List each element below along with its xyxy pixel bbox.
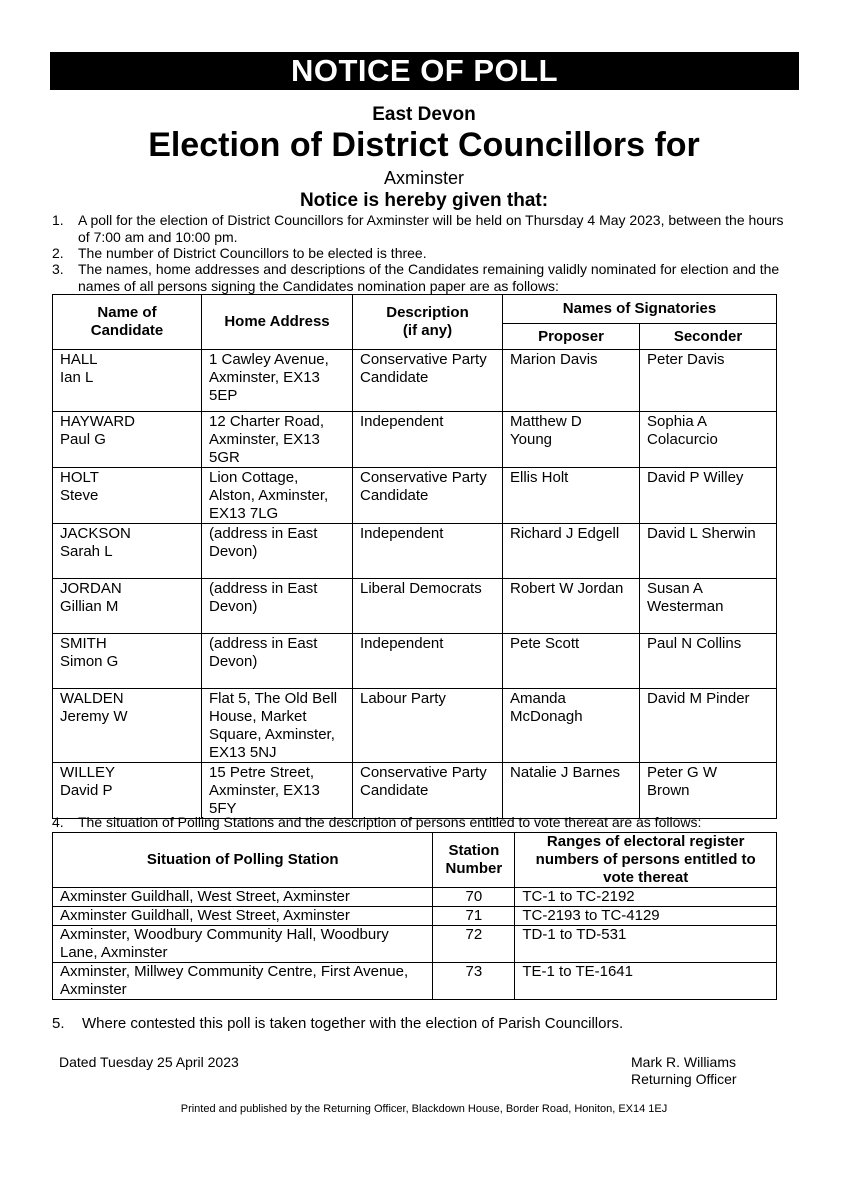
candidate-row (53, 634, 777, 689)
candidate-proposer-line: Matthew D (510, 413, 582, 430)
candidate-proposer-line: Ellis Holt (510, 469, 569, 486)
candidate-address-line: EX13 5NJ (209, 744, 277, 761)
polling-station-number: 72 (433, 926, 515, 963)
candidate-seconder-line: David P Willey (647, 469, 744, 486)
polling-station-situation (53, 888, 433, 907)
header-station-number: Station Number (433, 833, 515, 888)
candidate-name-line: Steve (60, 487, 99, 504)
candidate-name-line: Paul G (60, 431, 106, 448)
candidate-proposer-line: Amanda (510, 690, 566, 707)
header-home-address: Home Address (202, 295, 353, 350)
header-name-of-candidate: Name of Candidate (53, 295, 202, 350)
candidate-name-line: JORDAN (60, 580, 122, 597)
candidate-address-line: Axminster, EX13 (209, 369, 320, 386)
candidate-address-cell (202, 412, 353, 468)
candidate-seconder-cell (640, 350, 777, 412)
clause-2 (52, 245, 812, 262)
candidate-seconder-line: Paul N Collins (647, 635, 742, 652)
candidate-row (53, 524, 777, 579)
candidate-proposer-line: McDonagh (510, 708, 583, 725)
polling-station-number: 71 (433, 907, 515, 926)
polling-station-range: TD-1 to TD-531 (515, 926, 777, 963)
polling-station-row (53, 926, 777, 963)
candidates-table (52, 294, 777, 819)
candidate-name-cell (53, 634, 202, 689)
candidate-proposer-line: Young (510, 431, 552, 448)
candidate-proposer-cell (503, 412, 640, 468)
candidate-seconder-cell (640, 634, 777, 689)
candidate-seconder-cell (640, 412, 777, 468)
header-ranges: Ranges of electoral register numbers of persons entitled to vote thereat (515, 833, 777, 888)
candidate-name-line: Sarah L (60, 543, 113, 560)
candidate-seconder-cell (640, 468, 777, 524)
candidate-proposer-cell (503, 524, 640, 579)
situation-line: Lane, Axminster (60, 944, 168, 961)
candidate-name-cell (53, 468, 202, 524)
candidate-description-line: Conservative Party (360, 469, 487, 486)
candidate-description-line: Independent (360, 635, 444, 652)
header-description: Description (if any) (353, 295, 503, 350)
candidate-address-line: 5EP (209, 387, 238, 404)
situation-line: Axminster Guildhall, West Street, Axminster (60, 907, 350, 924)
notice-banner: NOTICE OF POLL (50, 52, 799, 90)
polling-station-situation (53, 963, 433, 1000)
header-situation-of-polling-station: Situation of Polling Station (53, 833, 433, 888)
candidate-address-line: Lion Cottage, (209, 469, 299, 486)
candidate-description-cell (353, 350, 503, 412)
clause-text: Where contested this poll is taken together with the election of Parish Councillors. (82, 1015, 624, 1032)
candidate-name-line: David P (60, 782, 113, 799)
candidate-proposer-cell (503, 468, 640, 524)
candidate-description-cell (353, 634, 503, 689)
situation-line: Axminster (60, 981, 127, 998)
candidate-description-line: Candidate (360, 487, 429, 504)
candidate-address-line: Flat 5, The Old Bell (209, 690, 338, 707)
clause-number: 2. (52, 245, 64, 261)
candidate-description-cell (353, 524, 503, 579)
candidate-seconder-cell (640, 763, 777, 819)
clause-text: names of all persons signing the Candidates nomination paper are as follows: (78, 277, 559, 294)
candidate-proposer-line: Pete Scott (510, 635, 580, 652)
candidate-address-line: 1 Cawley Avenue, (209, 351, 329, 368)
candidate-address-line: Devon) (209, 598, 258, 615)
polling-station-range: TE-1 to TE-1641 (515, 963, 777, 1000)
candidate-description-line: Independent (360, 413, 444, 430)
candidate-description-line: Conservative Party (360, 351, 487, 368)
candidate-address-line: (address in East (209, 580, 318, 597)
candidate-address-line: 15 Petre Street, (209, 764, 315, 781)
candidate-name-line: Ian L (60, 369, 94, 386)
candidate-proposer-cell (503, 689, 640, 763)
candidate-seconder-line: David L Sherwin (647, 525, 756, 542)
ward-name: Axminster (383, 168, 464, 188)
candidate-proposer-cell (503, 763, 640, 819)
clause-number: 5. (52, 1015, 65, 1032)
dated-line: Dated Tuesday 25 April 2023 (59, 1054, 239, 1070)
candidate-name-line: JACKSON (60, 525, 131, 542)
polling-stations-body (53, 888, 777, 1000)
candidate-address-line: 5GR (209, 449, 240, 466)
candidate-name-cell (53, 763, 202, 819)
candidate-description-cell (353, 689, 503, 763)
candidate-address-line: Devon) (209, 543, 258, 560)
candidate-seconder-line: Sophia A (647, 413, 708, 430)
signatory-name: Mark R. Williams (631, 1054, 736, 1070)
imprint: Printed and published by the Returning Officer, Blackdown House, Border Road, Honiton, EX14 1EJ (180, 1103, 668, 1115)
candidate-row (53, 579, 777, 634)
candidate-description-line: Liberal Democrats (360, 580, 482, 597)
candidate-row (53, 468, 777, 524)
clause-3 (52, 261, 812, 295)
polling-station-row (53, 963, 777, 1000)
candidate-description-cell (353, 579, 503, 634)
candidate-address-cell (202, 689, 353, 763)
candidate-seconder-line: Brown (647, 782, 690, 799)
candidate-seconder-line: Peter Davis (647, 351, 725, 368)
candidate-description-line: Candidate (360, 369, 429, 386)
candidate-address-cell (202, 468, 353, 524)
polling-station-range: TC-2193 to TC-4129 (515, 907, 777, 926)
candidate-name-line: WILLEY (60, 764, 116, 781)
candidate-seconder-cell (640, 689, 777, 763)
polling-station-row (53, 907, 777, 926)
candidate-address-line: 5FY (209, 800, 237, 817)
candidate-row (53, 350, 777, 412)
clause-text: The situation of Polling Stations and the description of persons entitled to vote thereat are as follows: (78, 814, 702, 830)
candidate-name-cell (53, 579, 202, 634)
candidate-seconder-line: Colacurcio (647, 431, 718, 448)
candidate-description-line: Independent (360, 525, 444, 542)
candidate-proposer-line: Natalie J Barnes (510, 764, 621, 781)
clause-number: 4. (52, 814, 64, 830)
clause-text: of 7:00 am and 10:00 pm. (78, 228, 238, 245)
signatory-block (631, 1054, 737, 1088)
polling-station-row (53, 888, 777, 907)
candidate-address-cell (202, 634, 353, 689)
candidate-description-line: Labour Party (360, 690, 446, 707)
candidate-address-line: Devon) (209, 653, 258, 670)
council-name: East Devon (372, 104, 476, 125)
candidate-name-line: HOLT (60, 469, 99, 486)
candidate-address-line: Square, Axminster, (209, 726, 335, 743)
candidate-row (53, 412, 777, 468)
candidate-name-cell (53, 350, 202, 412)
candidate-name-line: Gillian M (60, 598, 119, 615)
candidate-seconder-line: Peter G W (647, 764, 718, 781)
candidate-name-line: SMITH (60, 635, 107, 652)
polling-station-number: 70 (433, 888, 515, 907)
candidate-description-line: Candidate (360, 782, 429, 799)
candidate-proposer-line: Robert W Jordan (510, 580, 624, 597)
candidate-address-line: (address in East (209, 635, 318, 652)
candidate-row (53, 763, 777, 819)
candidate-address-cell (202, 524, 353, 579)
signatory-title: Returning Officer (631, 1071, 737, 1087)
candidate-description-cell (353, 468, 503, 524)
situation-line: Axminster, Woodbury Community Hall, Woodbury (60, 926, 389, 943)
candidate-proposer-line: Richard J Edgell (510, 525, 620, 542)
situation-line: Axminster, Millwey Community Centre, First Avenue, (60, 963, 409, 980)
clause-text: The number of District Councillors to be elected is three. (78, 245, 427, 261)
header-seconder: Seconder (640, 324, 777, 350)
candidate-address-cell (202, 350, 353, 412)
polling-station-range: TC-1 to TC-2192 (515, 888, 777, 907)
candidate-seconder-line: David M Pinder (647, 690, 750, 707)
candidate-seconder-cell (640, 524, 777, 579)
candidate-name-cell (53, 412, 202, 468)
polling-station-situation (53, 926, 433, 963)
candidate-seconder-cell (640, 579, 777, 634)
candidate-address-line: Alston, Axminster, (209, 487, 329, 504)
polling-station-situation (53, 907, 433, 926)
election-heading: Election of District Councillors for (148, 126, 700, 164)
clause-number: 3. (52, 261, 64, 277)
candidate-name-cell (53, 524, 202, 579)
candidate-row (53, 689, 777, 763)
candidate-name-line: Jeremy W (60, 708, 128, 725)
situation-line: Axminster Guildhall, West Street, Axminster (60, 888, 350, 905)
candidate-name-line: WALDEN (60, 690, 124, 707)
candidate-seconder-line: Westerman (647, 598, 724, 615)
candidate-name-line: HALL (60, 351, 98, 368)
candidate-address-cell (202, 763, 353, 819)
candidate-name-line: HAYWARD (60, 413, 135, 430)
candidate-proposer-cell (503, 579, 640, 634)
candidate-address-line: Axminster, EX13 (209, 782, 320, 799)
clause-4 (52, 814, 812, 831)
candidate-address-line: Axminster, EX13 (209, 431, 320, 448)
candidate-address-line: House, Market (209, 708, 307, 725)
notice-subheading: Notice is hereby given that: (299, 190, 549, 211)
clause-text: The names, home addresses and descriptions of the Candidates remaining validly nominated for election and the (78, 261, 780, 277)
clause-number: 1. (52, 212, 64, 228)
candidate-description-cell (353, 763, 503, 819)
candidate-address-cell (202, 579, 353, 634)
candidate-name-line: Simon G (60, 653, 119, 670)
clause-text: A poll for the election of District Councillors for Axminster will be held on Thursday 4 May 2023, between the hours (78, 212, 784, 228)
candidate-address-line: 12 Charter Road, (209, 413, 325, 430)
candidate-seconder-line: Susan A (647, 580, 703, 597)
candidate-address-line: (address in East (209, 525, 318, 542)
header-names-of-signatories: Names of Signatories (503, 295, 777, 324)
candidate-description-cell (353, 412, 503, 468)
candidate-name-cell (53, 689, 202, 763)
clause-1 (52, 212, 812, 246)
candidate-address-line: EX13 7LG (209, 505, 279, 522)
clause-5 (52, 1016, 812, 1034)
polling-station-number: 73 (433, 963, 515, 1000)
candidates-body (53, 350, 777, 819)
candidate-proposer-cell (503, 350, 640, 412)
candidate-description-line: Conservative Party (360, 764, 487, 781)
header-proposer: Proposer (503, 324, 640, 350)
polling-stations-table (52, 832, 777, 1000)
candidate-proposer-line: Marion Davis (510, 351, 598, 368)
candidate-proposer-cell (503, 634, 640, 689)
